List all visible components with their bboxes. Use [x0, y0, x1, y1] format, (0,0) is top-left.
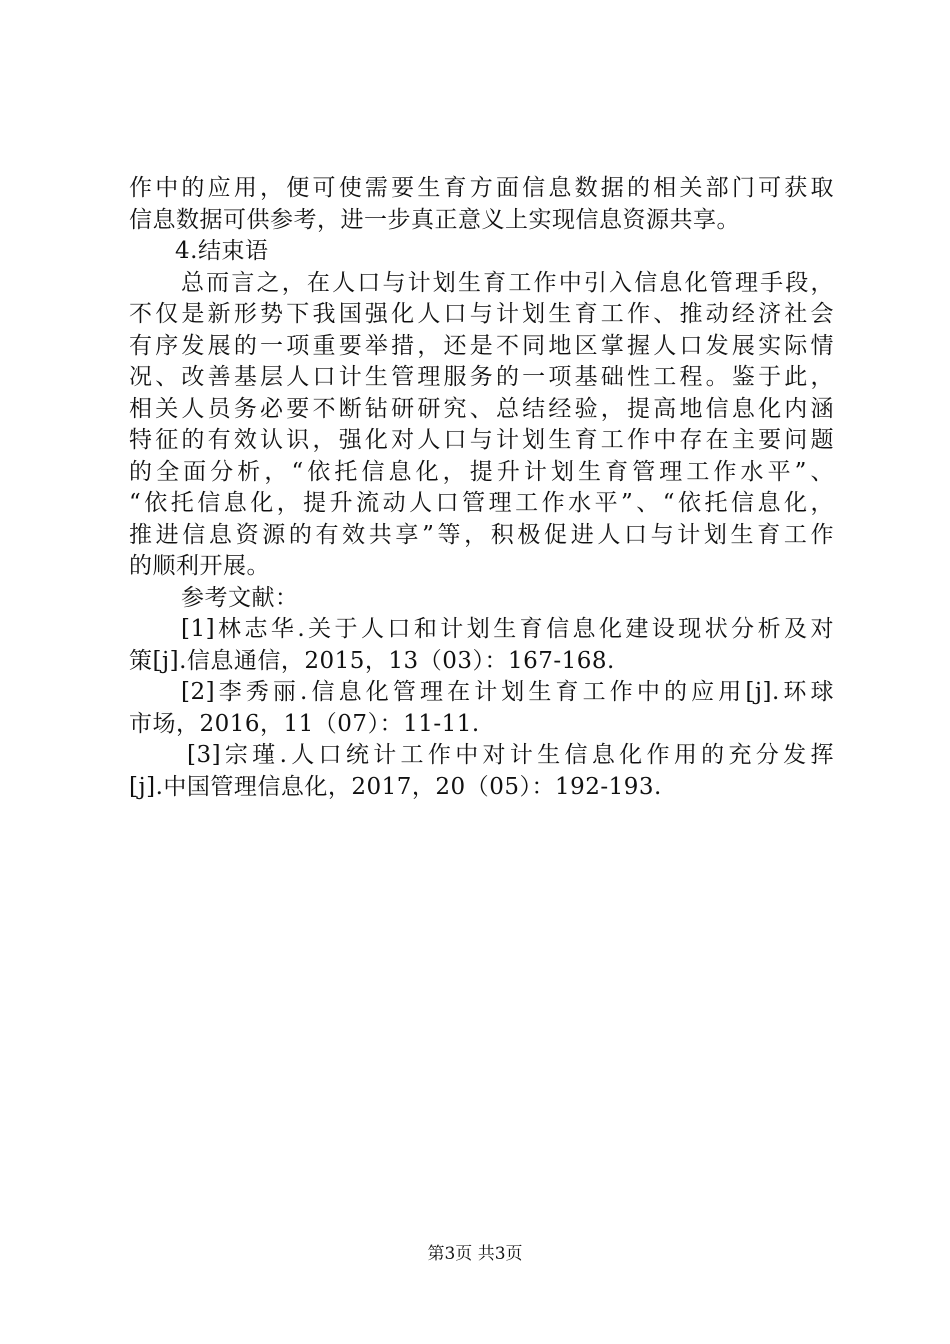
- document-body: [129, 173, 834, 803]
- reference-line: [3]宗瑾.人口统计工作中对计生信息化作用的充分发挥: [187, 742, 834, 768]
- body-text-line: 总而言之，在人口与计划生育工作中引入信息化管理手段，: [181, 269, 834, 296]
- body-text-line: 有序发展的一项重要举措，还是不同地区掌握人口发展实际情: [129, 332, 834, 359]
- body-text-line: 相关人员务必要不断钻研研究、总结经验，提高地信息化内涵: [129, 395, 834, 422]
- reference-line: 策[j].信息通信，2015，13（03）：167-168.: [129, 647, 615, 674]
- body-text-line: 作中的应用，便可使需要生育方面信息数据的相关部门可获取: [129, 175, 834, 201]
- reference-line: [2]李秀丽.信息化管理在计划生育工作中的应用[j].环球: [181, 679, 834, 705]
- body-text-line: 特征的有效认识，强化对人口与计划生育工作中存在主要问题: [129, 427, 834, 453]
- reference-line: [j].中国管理信息化，2017，20（05）：192-193.: [129, 773, 662, 800]
- body-text-line: 的顺利开展。: [129, 553, 270, 579]
- body-text-line: “依托信息化，提升流动人口管理工作水平”、“依托信息化，: [129, 490, 834, 516]
- body-text-line: 推进信息资源的有效共享”等，积极促进人口与计划生育工作: [129, 521, 834, 548]
- references-heading: 参考文献：: [181, 584, 299, 611]
- page-number-footer: 第3页 共3页: [427, 1244, 523, 1264]
- reference-line: [1]林志华.关于人口和计划生育信息化建设现状分析及对: [181, 616, 834, 642]
- body-text-line: 况、改善基层人口计生管理服务的一项基础性工程。鉴于此，: [129, 364, 834, 390]
- reference-line: 市场，2016，11（07）：11-11.: [129, 710, 480, 737]
- body-text-line: 的全面分析，“依托信息化，提升计划生育管理工作水平”、: [129, 458, 834, 485]
- section-heading: 4.结束语: [175, 238, 269, 264]
- body-text-line: 不仅是新形势下我国强化人口与计划生育工作、推动经济社会: [129, 301, 834, 327]
- body-text-line: 信息数据可供参考，进一步真正意义上实现信息资源共享。: [129, 206, 740, 233]
